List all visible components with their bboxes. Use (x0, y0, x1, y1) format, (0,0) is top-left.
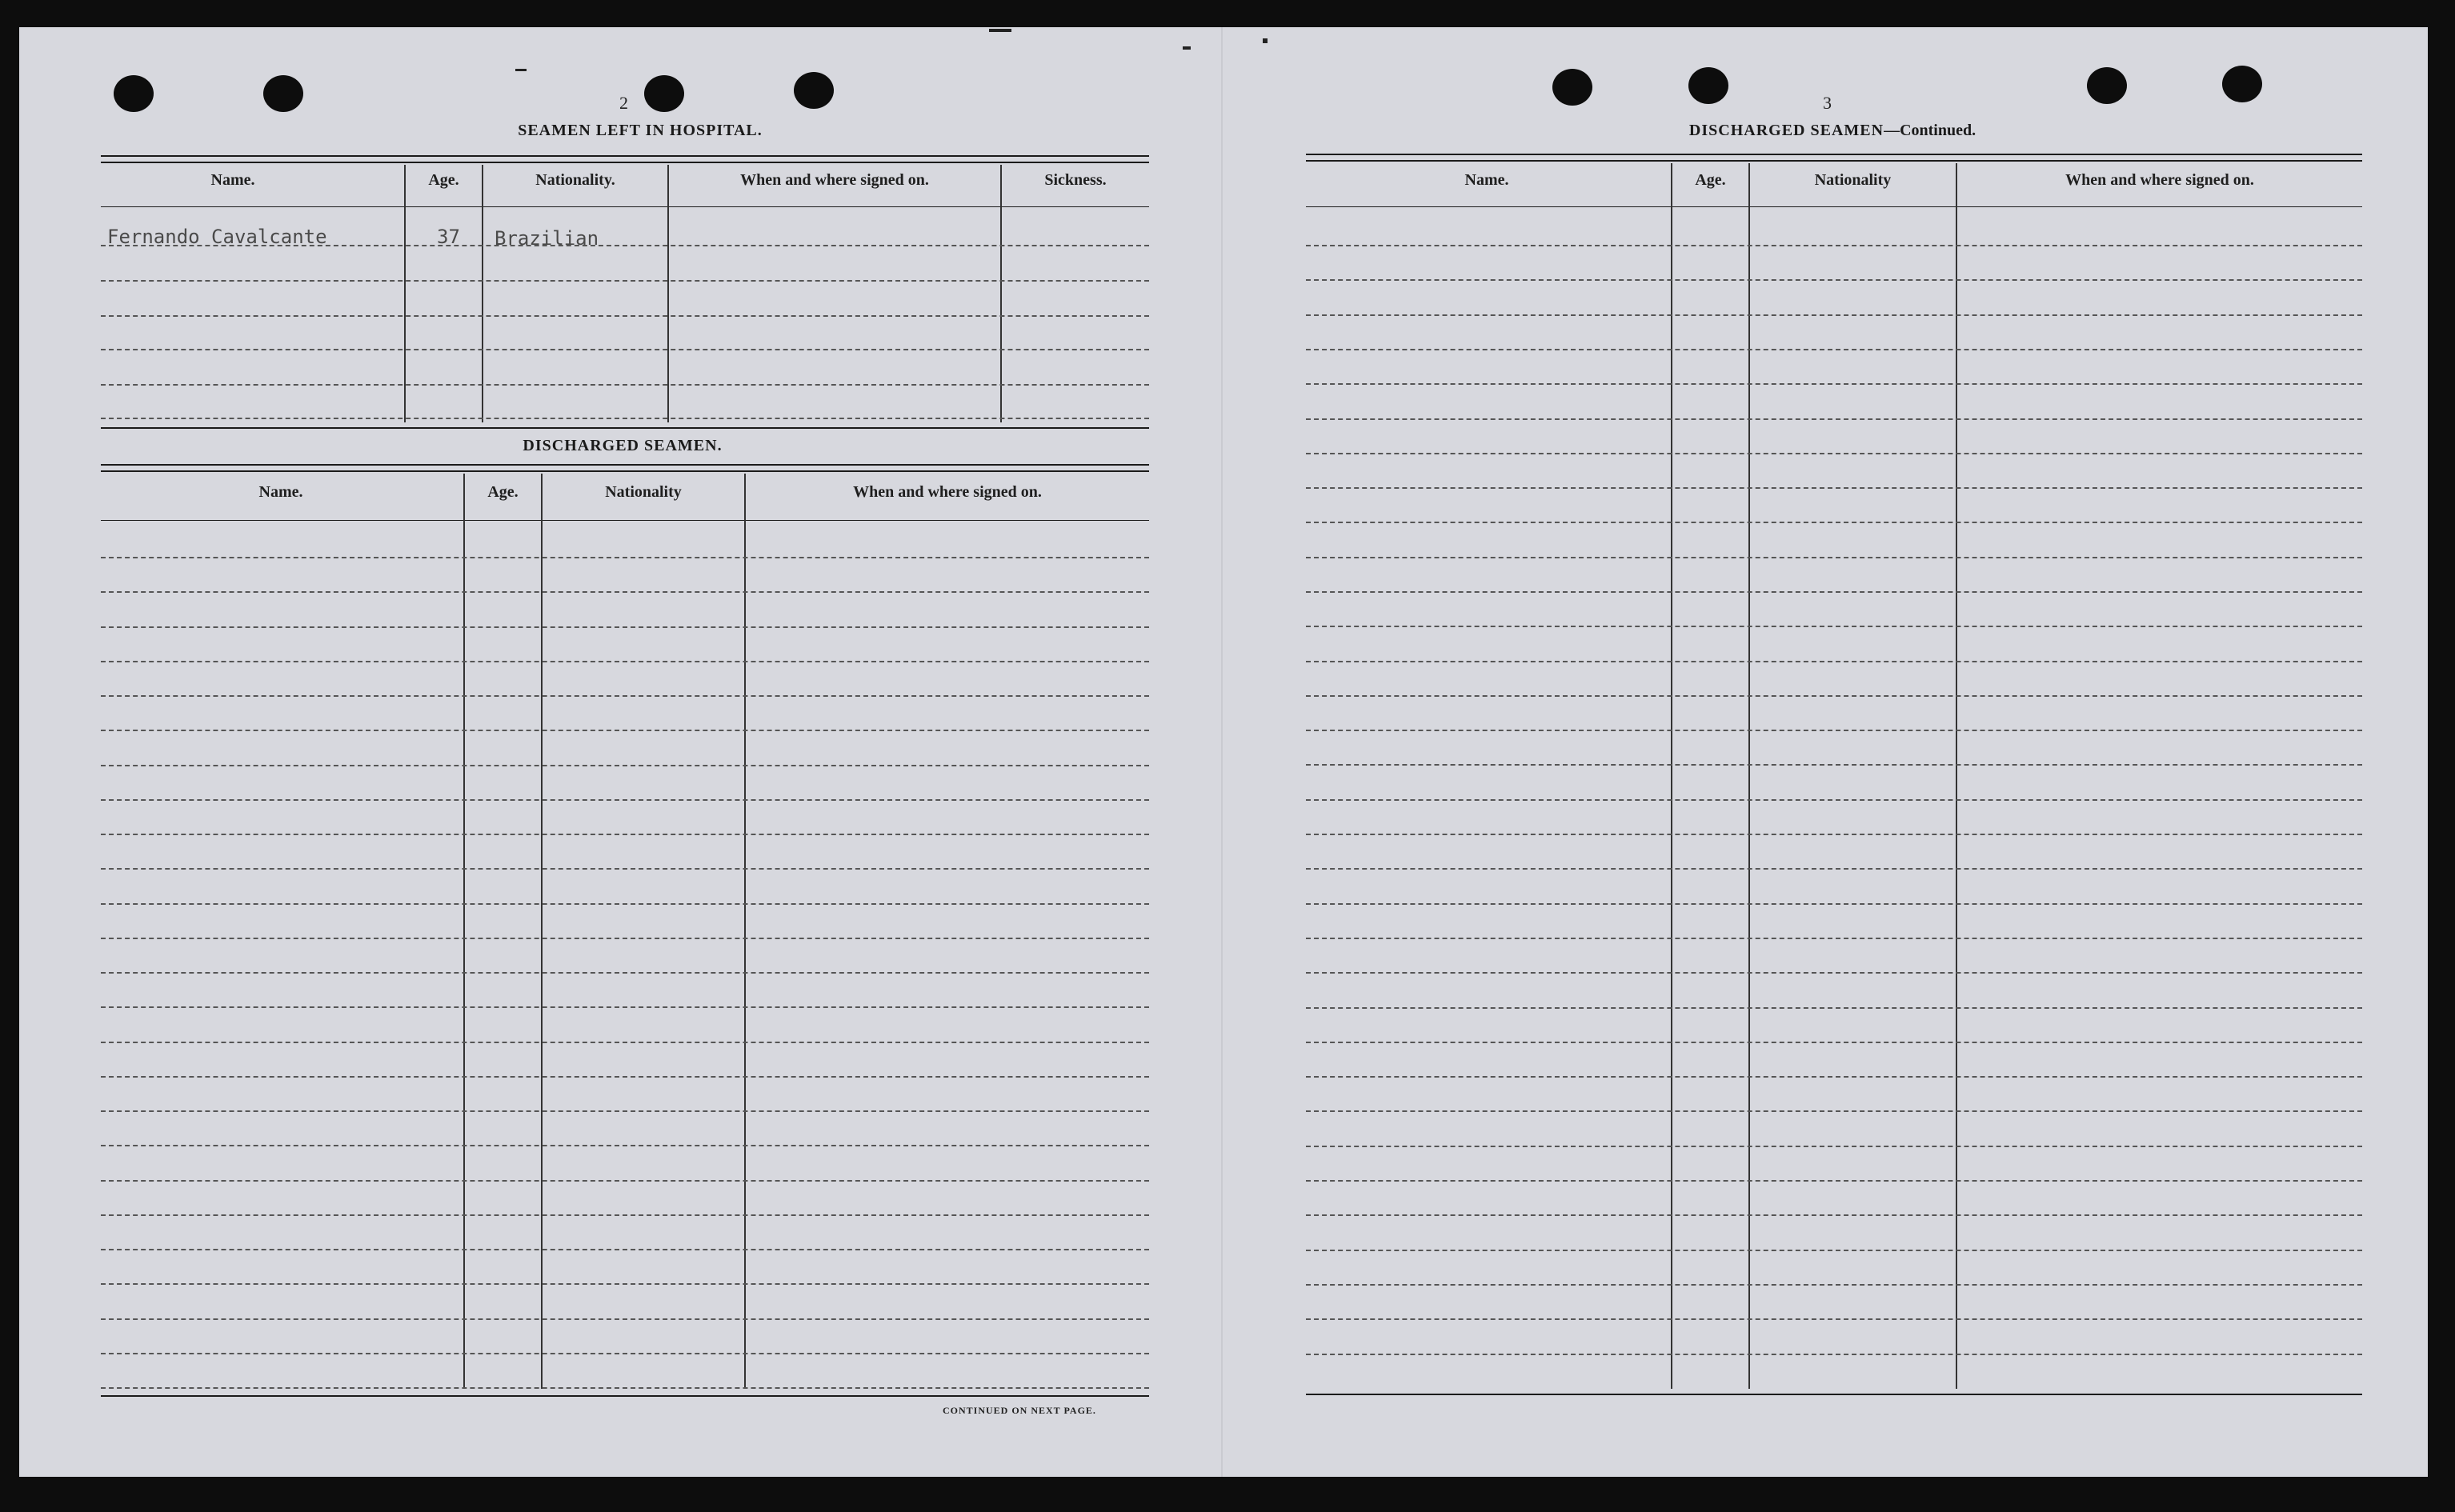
discharged-header-age: Age. (487, 483, 519, 501)
hospital-header-signed-on: When and where signed on. (740, 171, 929, 189)
row-line (1306, 764, 2362, 766)
right-header-nationality: Nationality (1814, 171, 1892, 189)
row-line (101, 1353, 1149, 1354)
punch-hole (1688, 67, 1728, 104)
column-divider (1748, 163, 1750, 1389)
row-line (1306, 1110, 2362, 1112)
row-line (101, 730, 1149, 731)
hospital-entry-age: 37 (437, 226, 460, 248)
speck (989, 29, 1011, 32)
row-line (1306, 661, 2362, 662)
continued-note: CONTINUED ON NEXT PAGE. (943, 1405, 1096, 1416)
right-header-signed-on: When and where signed on. (2065, 171, 2254, 189)
speck (515, 69, 527, 71)
row-line (101, 1318, 1149, 1320)
discharged-header-signed-on: When and where signed on. (853, 483, 1042, 501)
page-fold (1221, 27, 1223, 1477)
row-line (1306, 938, 2362, 939)
discharged-top-rule (101, 464, 1149, 466)
row-line (1306, 418, 2362, 420)
row-line (101, 557, 1149, 558)
hospital-header-sickness: Sickness. (1044, 171, 1107, 189)
hospital-entry-name: Fernando Cavalcante (107, 226, 327, 248)
column-divider (541, 474, 543, 1389)
title-main: DISCHARGED SEAMEN (1688, 122, 1884, 139)
discharged-continued-title (1624, 122, 2040, 140)
hospital-section-title: SEAMEN LEFT IN HOSPITAL. (518, 122, 763, 139)
speck (1263, 38, 1268, 43)
hospital-header-age: Age. (428, 171, 459, 189)
right-top-rule (1306, 154, 2362, 155)
right-header-rule (1306, 206, 2362, 207)
right-header-name: Name. (1464, 171, 1509, 189)
row-line (1306, 1250, 2362, 1251)
hospital-entry-nationality: Brazilian (495, 227, 599, 250)
row-line (101, 695, 1149, 697)
row-line (101, 315, 1149, 317)
row-line (101, 661, 1149, 662)
row-line (101, 972, 1149, 974)
discharged-header-nationality: Nationality (605, 483, 682, 501)
right-header-age: Age. (1695, 171, 1726, 189)
row-line (1306, 903, 2362, 905)
row-line (1306, 695, 2362, 697)
row-line (101, 1387, 1149, 1389)
row-line (101, 868, 1149, 870)
row-line (101, 1283, 1149, 1285)
column-divider (744, 474, 746, 1389)
row-line (101, 1249, 1149, 1250)
row-line (101, 384, 1149, 386)
row-line (1306, 868, 2362, 870)
row-line (101, 903, 1149, 905)
row-line (101, 349, 1149, 350)
row-line (1306, 1146, 2362, 1147)
row-line (101, 280, 1149, 282)
row-line (101, 418, 1149, 419)
hospital-header-name: Name. (210, 171, 255, 189)
row-line (1306, 626, 2362, 627)
row-line (101, 1076, 1149, 1078)
speck (1183, 46, 1191, 50)
row-line (1306, 1042, 2362, 1043)
punch-hole (794, 72, 834, 109)
punch-hole (2087, 67, 2127, 104)
hospital-top-rule (101, 162, 1149, 163)
row-line (1306, 834, 2362, 835)
row-line (1306, 279, 2362, 281)
row-line (1306, 1076, 2362, 1078)
discharged-header-rule (101, 520, 1149, 521)
hospital-header-nationality: Nationality. (535, 171, 615, 189)
punch-hole (2222, 66, 2262, 102)
row-line (1306, 245, 2362, 246)
row-line (101, 1180, 1149, 1182)
row-line (101, 591, 1149, 593)
row-line (1306, 383, 2362, 385)
row-line (101, 938, 1149, 939)
punch-hole (114, 75, 154, 112)
discharged-header-name: Name. (258, 483, 303, 501)
row-line (1306, 1318, 2362, 1320)
column-divider (463, 474, 465, 1389)
row-line (101, 1110, 1149, 1112)
row-line (101, 626, 1149, 628)
row-line (1306, 799, 2362, 801)
right-top-rule (1306, 160, 2362, 162)
row-line (101, 834, 1149, 835)
row-line (1306, 314, 2362, 316)
row-line (1306, 349, 2362, 350)
row-line (101, 765, 1149, 766)
row-line (1306, 453, 2362, 454)
hospital-top-rule (101, 155, 1149, 157)
row-line (1306, 1284, 2362, 1286)
punch-hole (1552, 69, 1592, 106)
punch-hole (644, 75, 684, 112)
row-line (101, 1006, 1149, 1008)
hospital-bottom-rule (101, 427, 1149, 429)
row-line (1306, 487, 2362, 489)
row-line (1306, 1007, 2362, 1009)
column-divider (1956, 163, 1957, 1389)
title-continued: —Continued. (1884, 122, 1976, 139)
hospital-header-rule (101, 206, 1149, 207)
row-line (1306, 972, 2362, 974)
row-line (1306, 730, 2362, 731)
row-line (101, 1145, 1149, 1146)
row-line (101, 1042, 1149, 1043)
row-line (1306, 1354, 2362, 1355)
row-line (1306, 1180, 2362, 1182)
punch-hole (263, 75, 303, 112)
right-bottom-rule (1306, 1394, 2362, 1395)
discharged-top-rule (101, 470, 1149, 472)
row-line (1306, 522, 2362, 523)
discharged-section-title: DISCHARGED SEAMEN. (523, 437, 723, 454)
row-line (1306, 557, 2362, 558)
page-number: 3 (1823, 93, 1832, 113)
row-line (1306, 591, 2362, 593)
column-divider (1671, 163, 1672, 1389)
row-line (1306, 1214, 2362, 1216)
discharged-bottom-rule (101, 1395, 1149, 1397)
row-line (101, 799, 1149, 801)
row-line (101, 1214, 1149, 1216)
page-number: 2 (619, 93, 628, 113)
